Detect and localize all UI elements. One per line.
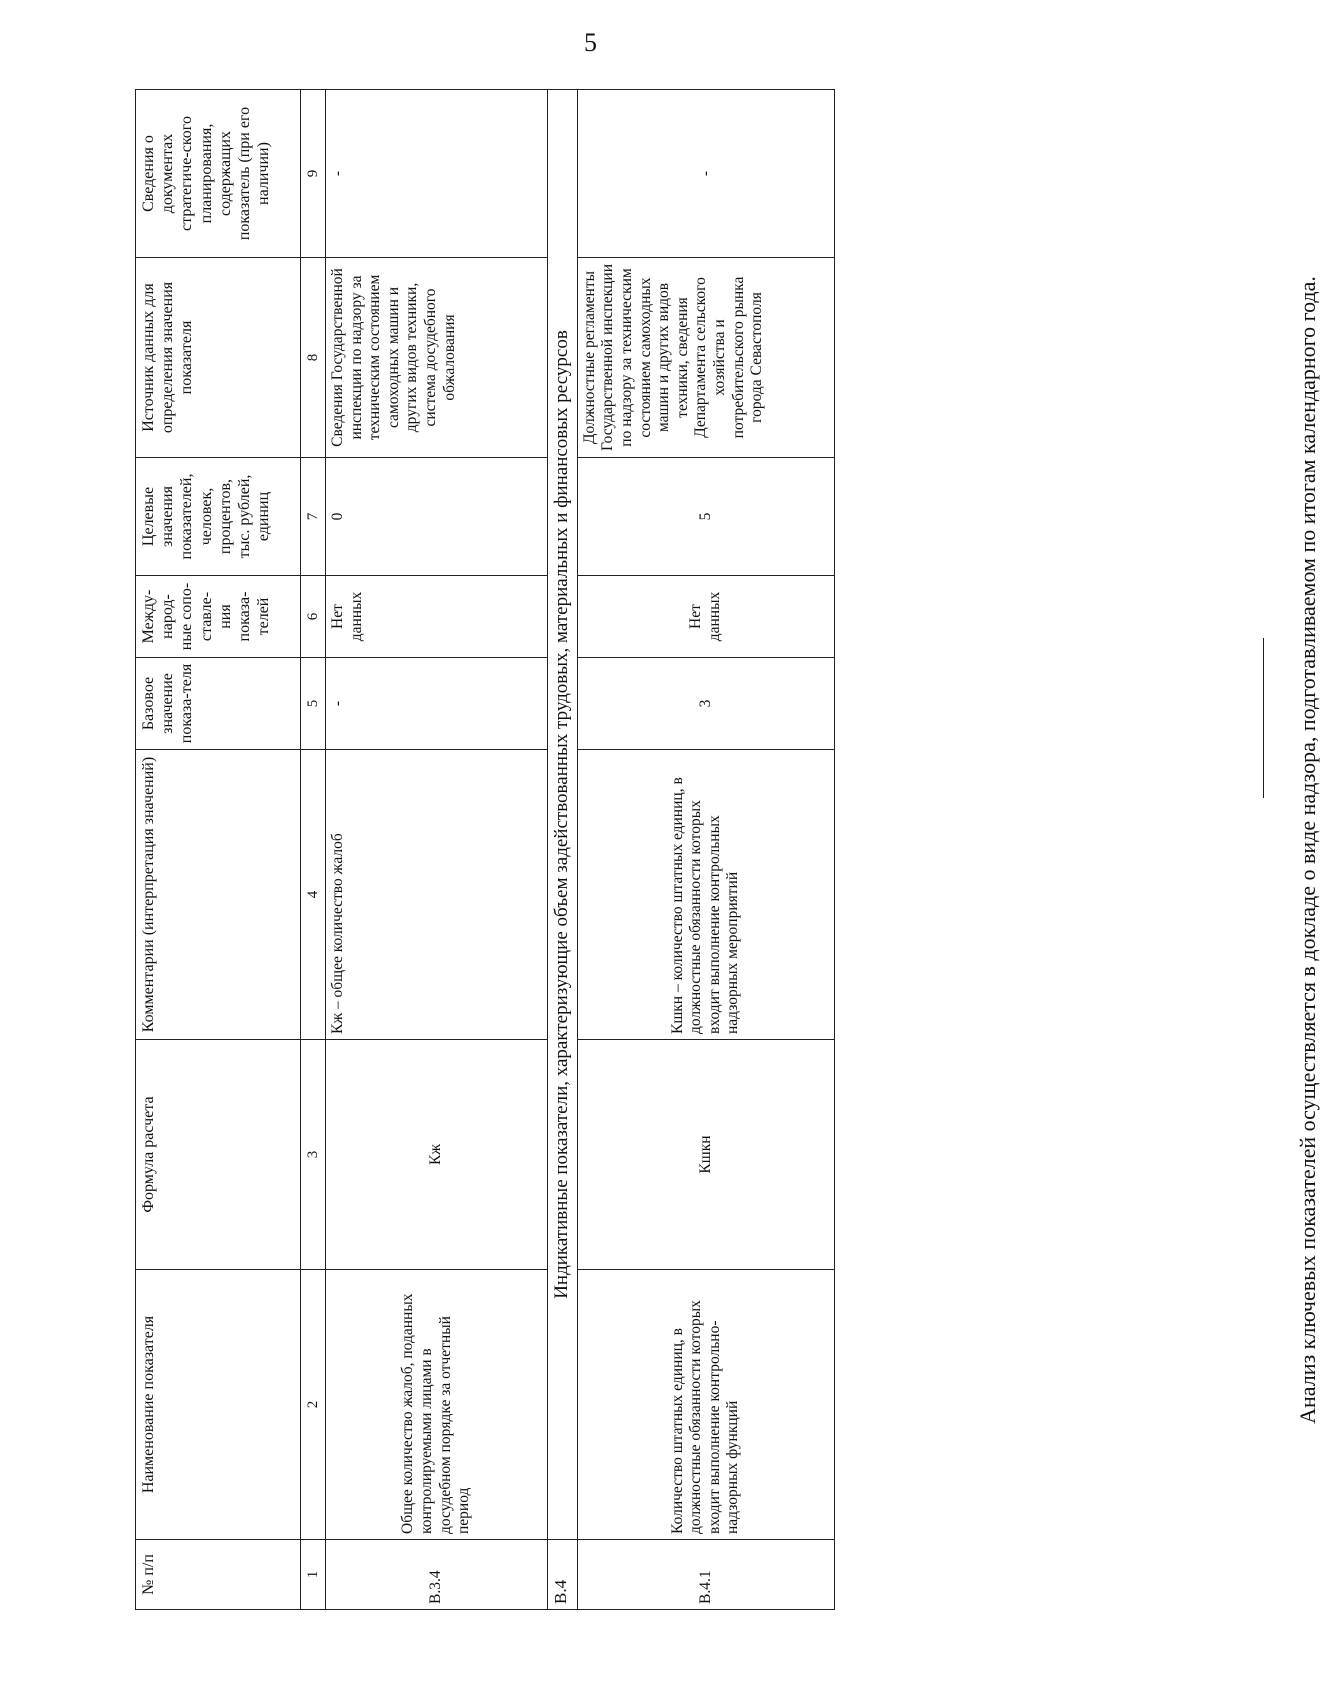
header-cell: Сведения о документах стратегиче-ского планирования, содержащих показатель (при его наличии) (136, 90, 301, 258)
international-comparison: Нет данных (326, 576, 548, 658)
table-row (326, 90, 548, 1610)
column-number: 9 (301, 90, 326, 258)
row-code: В.4.1 (577, 1540, 834, 1610)
separator-line (1263, 638, 1264, 798)
column-number: 1 (301, 1540, 326, 1610)
formula: Кшкн (577, 1040, 834, 1270)
comment: Кшкн – количество штатных единиц, в должностные обязанности которых входит выполнение контрольных надзорных мероприятий (577, 750, 834, 1040)
row-code: В.3.4 (326, 1540, 548, 1610)
column-number: 4 (301, 750, 326, 1040)
column-number: 2 (301, 1270, 326, 1540)
international-comparison: Нет данных (577, 576, 834, 658)
strategic-documents: - (577, 90, 834, 258)
base-value: 3 (577, 658, 834, 750)
header-cell: Наименование показателя (136, 1270, 301, 1540)
page-number: 5 (584, 28, 597, 57)
header-cell: Источник данных для определения значения показателя (136, 258, 301, 458)
column-number: 6 (301, 576, 326, 658)
indicator-name: Общее количество жалоб, поданных контролируемыми лицами в досудебном порядке за отчетный период (326, 1270, 548, 1540)
data-source: Сведения Государственной инспекции по надзору за техническим состоянием самоходных машин и других видов техники, система досудебного обжалования (326, 258, 548, 458)
column-number: 5 (301, 658, 326, 750)
rotated-page-content (135, 90, 1320, 1610)
target-value: 5 (577, 458, 834, 576)
column-number: 8 (301, 258, 326, 458)
data-source: Должностные регламенты Государственной инспекции по надзору за техническим состоянием самоходных машин и других видов техники, сведения Департамента сельского хозяйства и потребительского рынка города Севастополя (577, 258, 834, 458)
header-cell: Формула расчета (136, 1040, 301, 1270)
strategic-documents: - (326, 90, 548, 258)
indicators-table (135, 89, 835, 1610)
header-cell: Между-народ-ные сопо-ставле-ния показа-телей (136, 576, 301, 658)
indicator-name: Количество штатных единиц, в должностные обязанности которых входит выполнение контрольно-надзорных функций (577, 1270, 834, 1540)
header-cell: Базовое значение показа-теля (136, 658, 301, 750)
section-title: Индикативные показатели, характеризующие объем задействованных трудовых, материальных и финансовых ресурсов (548, 90, 578, 1540)
column-number: 7 (301, 458, 326, 576)
section-code: В.4 (548, 1540, 578, 1610)
column-number: 3 (301, 1040, 326, 1270)
base-value: - (326, 658, 548, 750)
column-number-row (301, 90, 326, 1610)
header-cell: Целевые значения показателей, человек, процентов, тыс. рублей, единиц (136, 458, 301, 576)
footnote: Анализ ключевых показателей осуществляется в докладе о виде надзора, подготавливаемом по итогам календарного года. (1295, 276, 1320, 1424)
section-row (548, 90, 578, 1610)
table-row (577, 90, 834, 1610)
formula: Кж (326, 1040, 548, 1270)
comment: Кж – общее количество жалоб (326, 750, 548, 1040)
header-cell: Комментарии (интерпретация значений) (136, 750, 301, 1040)
header-cell: № п/п (136, 1540, 301, 1610)
table-header-row (136, 90, 301, 1610)
target-value: 0 (326, 458, 548, 576)
